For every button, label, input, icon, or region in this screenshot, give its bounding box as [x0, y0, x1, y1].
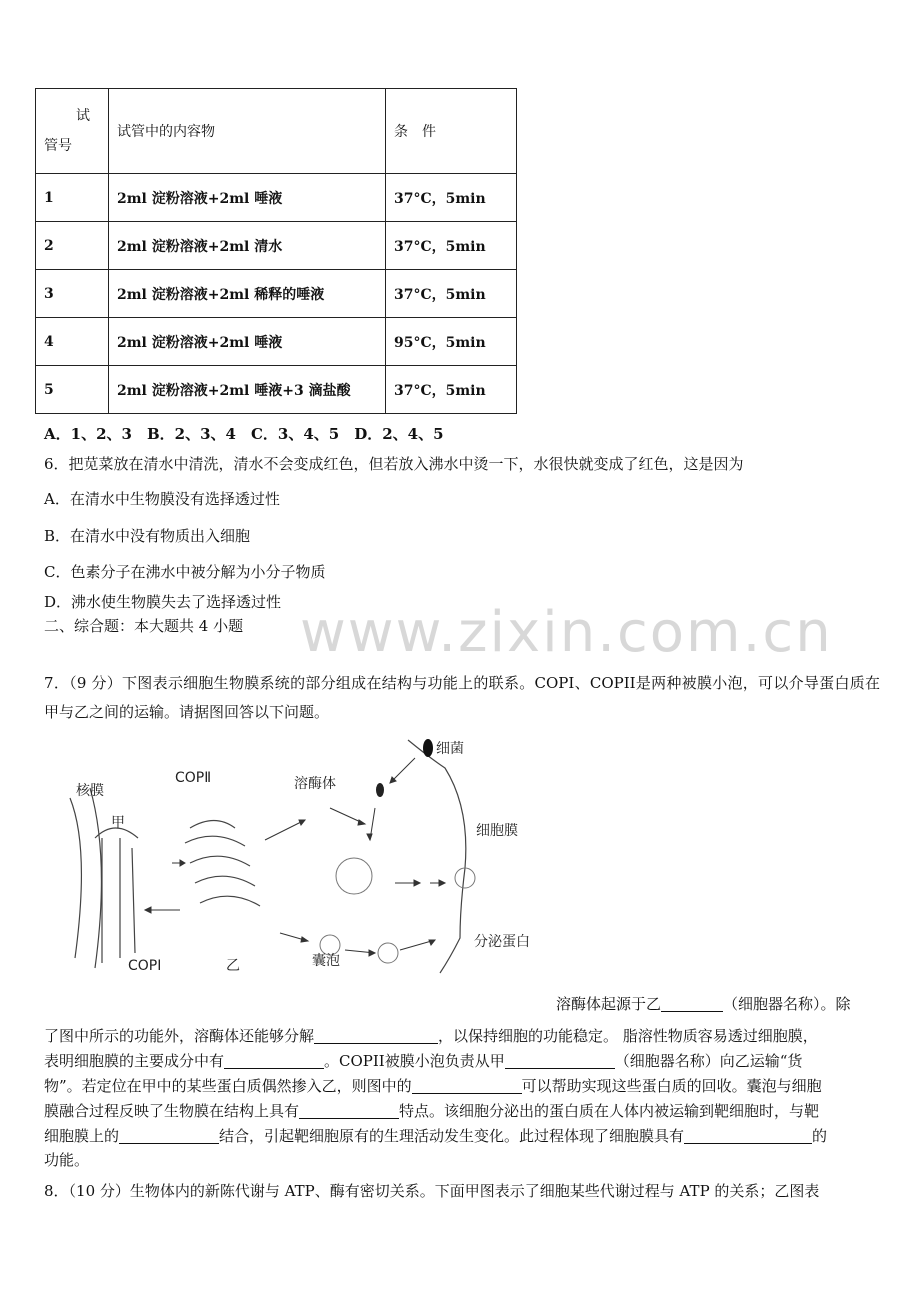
q7-line-7: 功能。 — [44, 1151, 90, 1169]
q5-options: A．1、2、3 B．2、3、4 C．3、4、5 D．2、4、5 — [44, 425, 444, 443]
vesicle-circle — [378, 943, 398, 963]
cell-contents: 2ml 淀粉溶液+2ml 稀释的唾液 — [109, 270, 386, 318]
cell-condition: 37°C，5min — [386, 366, 517, 414]
q6-stem: 6．把苋菜放在清水中清洗，清水不会变成红色，但若放入沸水中烫一下，水很快就变成了红色，这是因为 — [44, 455, 744, 473]
bacteria-engulfed — [376, 783, 384, 797]
watermark: www.zixin.com.cn — [300, 600, 833, 665]
q7-line-6: 细胞膜上的 结合，引起靶细胞原有的生理活动发生变化。此过程体现了细胞膜具有 的 — [44, 1127, 828, 1145]
cell-no: 1 — [36, 174, 109, 222]
cell-contents: 2ml 淀粉溶液+2ml 清水 — [109, 222, 386, 270]
cell-no: 2 — [36, 222, 109, 270]
golgi-stack — [185, 821, 260, 907]
label-yi: 乙 — [226, 958, 240, 974]
q7-line-2: 了图中所示的功能外，溶酶体还能够分解 ，以保持细胞的功能稳定。 脂溶性物质容易透过细胞膜， — [44, 1027, 818, 1045]
q6-option-a: A．在清水中生物膜没有选择透过性 — [44, 490, 280, 508]
table-row — [36, 222, 517, 270]
cell-no: 3 — [36, 270, 109, 318]
cell-membrane-line — [408, 740, 466, 973]
section-2-heading: 二、综合题：本大题共 4 小题 — [44, 617, 244, 635]
answer-blank[interactable] — [314, 1027, 438, 1044]
table-row — [36, 270, 517, 318]
table-row — [36, 318, 517, 366]
er-cisternae — [102, 838, 135, 963]
cell-condition: 95°C，5min — [386, 318, 517, 366]
table-row — [36, 174, 517, 222]
answer-blank[interactable] — [661, 995, 723, 1012]
table-row — [36, 366, 517, 414]
label-vesicle: 囊泡 — [312, 953, 340, 969]
q7-line-4: 物”。若定位在甲中的某些蛋白质偶然掺入乙，则图中的 可以帮助实现这些蛋白质的回收。囊泡与细胞 — [44, 1077, 822, 1095]
q7-line-5: 膜融合过程反映了生物膜在结构上具有 特点。该细胞分泌出的蛋白质在人体内被运输到靶细胞时，与靶 — [44, 1102, 820, 1120]
cell-no: 5 — [36, 366, 109, 414]
lysosome-circle — [336, 858, 372, 894]
cell-condition: 37°C，5min — [386, 174, 517, 222]
label-secreted-protein: 分泌蛋白 — [474, 934, 530, 950]
cell-condition: 37°C，5min — [386, 270, 517, 318]
experiment-table — [35, 88, 517, 414]
cell-contents: 2ml 淀粉溶液+2ml 唾液 — [109, 174, 386, 222]
cell-condition: 37°C，5min — [386, 222, 517, 270]
q6-option-c: C．色素分子在沸水中被分解为小分子物质 — [44, 563, 326, 581]
label-bacteria: 细菌 — [436, 741, 464, 757]
answer-blank[interactable] — [119, 1127, 219, 1144]
header-condition: 条 件 — [386, 89, 517, 174]
q6-option-d: D．沸水使生物膜失去了选择透过性 — [44, 593, 282, 611]
bacteria-shape — [423, 739, 433, 757]
label-lysosome: 溶酶体 — [294, 776, 336, 792]
q8-stem: 8．（10 分）生物体内的新陈代谢与 ATP、酶有密切关系。下面甲图表示了细胞某些代谢过程与 ATP 的关系；乙图表 — [44, 1182, 820, 1200]
cell-no: 4 — [36, 318, 109, 366]
q7-line-1: 溶酶体起源于乙 （细胞器名称）。除 — [556, 995, 851, 1013]
header-contents: 试管中的内容物 — [109, 89, 386, 174]
label-cell-membrane: 细胞膜 — [476, 823, 518, 839]
nuclear-envelope — [70, 798, 81, 958]
answer-blank[interactable] — [505, 1052, 615, 1069]
label-copi: COPⅠ — [128, 958, 162, 974]
q7-line-3: 表明细胞膜的主要成分中有 。COPII被膜小泡负责从甲 （细胞器名称）向乙运输“货 — [44, 1052, 803, 1070]
label-jia: 甲 — [111, 815, 125, 831]
cell-contents: 2ml 淀粉溶液+2ml 唾液 — [109, 318, 386, 366]
answer-blank[interactable] — [224, 1052, 324, 1069]
q7-stem: 7．（9 分）下图表示细胞生物膜系统的部分组成在结构与功能上的联系。COPI、COPII是两种被膜小泡，可以介导蛋白质在甲与乙之间的运输。请据图回答以下问题。 — [44, 674, 880, 721]
answer-blank[interactable] — [412, 1077, 522, 1094]
answer-blank[interactable] — [684, 1127, 812, 1144]
answer-blank[interactable] — [299, 1102, 399, 1119]
label-copii: COPⅡ — [175, 770, 212, 786]
cell-contents: 2ml 淀粉溶液+2ml 唾液+3 滴盐酸 — [109, 366, 386, 414]
header-tube-no: 试 管号 — [36, 89, 109, 174]
label-nuclear-membrane: 核膜 — [76, 783, 104, 799]
q6-option-b: B．在清水中没有物质出入细胞 — [44, 527, 251, 545]
table-header-row — [36, 89, 517, 174]
